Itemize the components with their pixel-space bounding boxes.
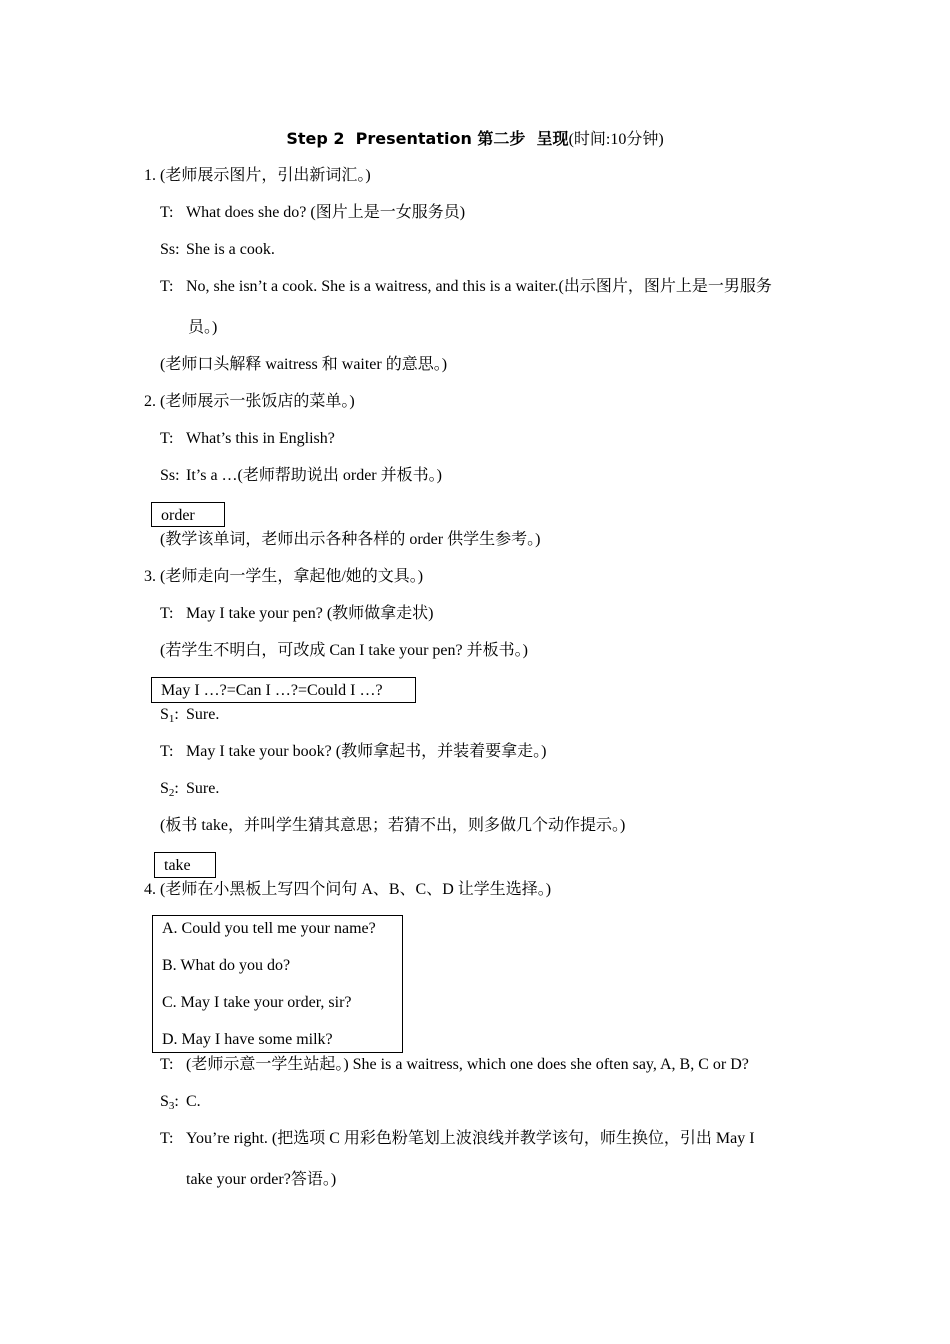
dialogue-line — [160, 429, 335, 449]
speaker-label: Ss: — [160, 241, 180, 258]
dialogue-text: She is a cook. — [186, 241, 275, 258]
dialogue-text: You’re right. (把选项 C 用彩色粉笔划上波浪线并教学该句，师生换位，引出 May I — [186, 1130, 755, 1147]
dialogue-line — [160, 1129, 755, 1149]
dialogue-line — [160, 604, 434, 624]
option-a: A. Could you tell me your name? — [162, 920, 376, 937]
blackboard-word-box: order — [151, 502, 225, 527]
option-b: B. What do you do? — [162, 957, 291, 974]
page-title — [0, 126, 950, 149]
option-d: D. May I have some milk? — [162, 1031, 333, 1048]
teacher-note: (教学该单词，老师出示各种各样的 order 供学生参考。) — [160, 531, 541, 548]
speaker-label — [160, 1092, 186, 1112]
dialogue-continuation: 员。) — [188, 319, 218, 336]
speaker-label: T: — [160, 278, 174, 295]
speaker-label — [160, 779, 186, 799]
section-3-heading: 3. (老师走向一学生，拿起他/她的文具。) — [144, 568, 424, 585]
dialogue-text: What does she do? (图片上是一女服务员) — [186, 204, 466, 221]
speaker-subscript: 3 — [168, 1100, 175, 1112]
dialogue-line — [160, 705, 219, 725]
speaker-subscript: 2 — [168, 787, 175, 799]
speaker-label: T: — [160, 1056, 174, 1073]
dialogue-text: (老师示意一学生站起。) She is a waitress, which one does she often say, A, B, C or D? — [186, 1056, 749, 1073]
section-4-heading: 4. (老师在小黑板上写四个问句 A、B、C、D 让学生选择。) — [144, 881, 552, 898]
dialogue-text: May I take your pen? (教师做拿走状) — [186, 605, 434, 622]
option-c: C. May I take your order, sir? — [162, 994, 352, 1011]
speaker-colon: : — [174, 706, 179, 723]
teacher-note: (若学生不明白，可改成 Can I take your pen? 并板书。) — [160, 642, 528, 659]
title-time: (时间:10分钟) — [568, 131, 664, 148]
blackboard-word-box: take — [154, 852, 216, 878]
speaker-label: T: — [160, 1130, 174, 1147]
dialogue-text: May I take your book? (教师拿起书，并装着要拿走。) — [186, 743, 547, 760]
dialogue-line — [160, 240, 275, 260]
dialogue-text: C. — [186, 1093, 201, 1110]
speaker-letter: S — [160, 780, 169, 797]
speaker-label: T: — [160, 743, 174, 760]
title-bold: Step 2 Presentation 第二步 呈现 — [286, 129, 569, 148]
blackboard-phrase-box: May I …?=Can I …?=Could I …? — [151, 677, 416, 703]
dialogue-line — [160, 466, 442, 486]
dialogue-line — [160, 203, 465, 223]
dialogue-line — [160, 742, 546, 762]
dialogue-text: It’s a …(老师帮助说出 order 并板书。) — [186, 467, 442, 484]
speaker-label — [160, 705, 186, 725]
teacher-note: (老师口头解释 waitress 和 waiter 的意思。) — [160, 356, 448, 373]
section-2-heading: 2. (老师展示一张饭店的菜单。) — [144, 393, 355, 410]
dialogue-line — [160, 779, 219, 799]
dialogue-line — [160, 1055, 749, 1075]
teacher-note: (板书 take，并叫学生猜其意思；若猜不出，则多做几个动作提示。) — [160, 817, 626, 834]
options-board — [152, 915, 403, 1053]
speaker-label: T: — [160, 204, 174, 221]
dialogue-text: Sure. — [186, 706, 220, 723]
speaker-label: T: — [160, 605, 174, 622]
speaker-label: Ss: — [160, 467, 180, 484]
section-1-heading: 1. (老师展示图片，引出新词汇。) — [144, 167, 371, 184]
speaker-letter: S — [160, 706, 169, 723]
speaker-label: T: — [160, 430, 174, 447]
dialogue-text: What’s this in English? — [186, 430, 335, 447]
speaker-colon: : — [174, 780, 179, 797]
dialogue-text: Sure. — [186, 780, 220, 797]
dialogue-line — [160, 1092, 201, 1112]
dialogue-text: No, she isn’t a cook. She is a waitress, and this is a waiter.(出示图片，图片上是一男服务 — [186, 278, 772, 295]
speaker-subscript: 1 — [168, 713, 175, 725]
speaker-colon: : — [174, 1093, 179, 1110]
speaker-letter: S — [160, 1093, 169, 1110]
dialogue-line — [160, 277, 772, 297]
dialogue-continuation: take your order?答语。) — [186, 1171, 337, 1188]
